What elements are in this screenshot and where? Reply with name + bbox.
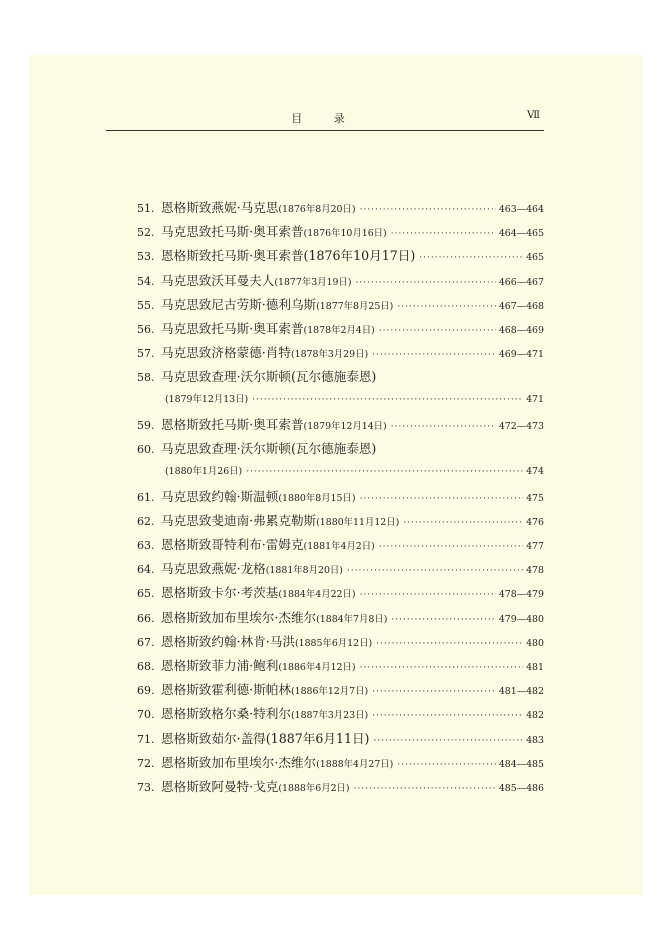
toc-entry — [137, 269, 544, 293]
dot-leader — [372, 705, 523, 725]
dot-leader — [419, 247, 523, 267]
dot-leader — [354, 778, 496, 798]
entry-title: 恩格斯致阿曼特·戈克 — [161, 778, 279, 794]
entry-date: (1877年3月19日) — [274, 276, 352, 288]
entry-pages: 468—469 — [498, 324, 544, 336]
toc-entry — [137, 775, 544, 799]
entry-pages: 465 — [526, 252, 544, 264]
entry-date: (1880年8月15日) — [278, 492, 356, 504]
table-of-contents — [137, 196, 544, 799]
dot-leader — [379, 320, 496, 340]
entry-title: 恩格斯致约翰·林肯·马洪 — [161, 633, 295, 649]
toc-entry — [137, 606, 544, 630]
dot-leader — [347, 560, 523, 580]
entry-pages: 476 — [526, 516, 544, 528]
entry-number: 73. — [137, 780, 155, 794]
entry-number: 62. — [137, 514, 155, 528]
entry-date: (1884年7月8日) — [316, 613, 388, 625]
dot-leader — [391, 223, 496, 243]
toc-entry — [137, 509, 544, 533]
dot-leader — [391, 609, 495, 629]
entry-number: 54. — [137, 274, 155, 288]
entry-title: 恩格斯致加布里埃尔·杰维尔 — [161, 609, 317, 625]
entry-title: 恩格斯致燕妮·马克思 — [161, 200, 279, 215]
entry-title: 恩格斯致茹尔·盖得 — [161, 730, 266, 746]
toc-entry — [137, 581, 544, 605]
entry-date: (1881年8月20日) — [265, 565, 343, 577]
dot-leader — [360, 199, 496, 219]
entry-date: (1876年8月20日) — [278, 204, 356, 215]
entry-number: 66. — [137, 611, 155, 625]
entry-date: (1884年4月22日) — [278, 589, 356, 601]
entry-number: 58. — [137, 371, 155, 385]
entry-number: 68. — [137, 660, 155, 673]
entry-title: 马克思致查理·沃尔斯顿(瓦尔德施泰恩) — [161, 369, 377, 385]
entry-title: 马克思致约翰·斯温顿 — [161, 488, 279, 504]
entry-title: 马克思致济格蒙德·肖特 — [161, 345, 291, 361]
dot-leader — [397, 296, 495, 316]
entry-title: 恩格斯致卡尔·考茨基 — [161, 585, 279, 601]
entry-pages: 466—467 — [498, 276, 544, 288]
entry-number: 63. — [137, 539, 155, 553]
entry-date: (1887年3月23日) — [290, 710, 369, 722]
entry-date: (1879年12月13日) — [165, 394, 249, 406]
entry-date: (1881年4月2日) — [303, 541, 375, 553]
entry-pages: 475 — [526, 492, 544, 504]
toc-entry — [137, 702, 544, 726]
entry-pages: 481—482 — [498, 686, 544, 698]
entry-date: (1876年10月16日) — [303, 228, 387, 240]
entry-title: 恩格斯致加布里埃尔·杰维尔 — [161, 754, 317, 770]
entry-pages: 483 — [526, 734, 544, 746]
entry-pages: 471 — [526, 394, 544, 406]
dot-leader — [252, 389, 523, 411]
entry-pages: 472—473 — [498, 420, 544, 432]
entry-pages: 467—468 — [498, 300, 544, 312]
dot-leader — [372, 344, 496, 364]
toc-entry — [137, 485, 544, 509]
entry-number: 51. — [137, 202, 155, 215]
entry-number: 69. — [137, 684, 155, 698]
entry-pages: 464—465 — [498, 228, 544, 240]
entry-number: 64. — [137, 563, 155, 577]
entry-date: (1878年2月4日) — [303, 324, 375, 336]
entry-date: (1879年12月14日) — [303, 420, 387, 432]
toc-entry — [137, 317, 544, 341]
dot-leader — [356, 272, 496, 292]
dot-leader — [379, 536, 523, 556]
entry-date: (1886年4月12日) — [278, 662, 356, 673]
entry-pages: 478—479 — [498, 589, 544, 601]
entry-title: 恩格斯致霍利德·斯帕林 — [161, 682, 291, 698]
dot-leader — [403, 512, 523, 532]
toc-entry — [137, 437, 544, 485]
entry-pages: 469—471 — [498, 349, 544, 361]
entry-pages: 484—485 — [498, 758, 544, 770]
entry-title: 恩格斯致菲力浦·鲍利 — [161, 658, 279, 673]
dot-leader — [391, 416, 496, 436]
entry-title: 恩格斯致哥特利布·雷姆克 — [161, 537, 304, 553]
entry-number: 72. — [137, 756, 155, 770]
entry-title: 马克思致托马斯·奥耳索普 — [161, 224, 304, 240]
entry-title: 马克思致尼古劳斯·德利乌斯 — [161, 296, 317, 312]
toc-entry — [137, 413, 544, 437]
entry-pages: 478 — [526, 565, 544, 577]
entry-date: (1880年11月12日) — [316, 516, 400, 528]
entry-pages: 479—480 — [498, 613, 544, 625]
dot-leader — [360, 584, 496, 604]
toc-entry — [137, 293, 544, 317]
entry-number: 65. — [137, 587, 155, 601]
entry-date: (1887年6月11日) — [265, 730, 370, 746]
entry-number: 56. — [137, 322, 155, 336]
entry-title: 马克思致托马斯·奥耳索普 — [161, 320, 304, 336]
entry-number: 59. — [137, 418, 155, 432]
entry-pages: 463—464 — [498, 204, 544, 215]
toc-entry — [137, 630, 544, 654]
entry-pages: 474 — [526, 466, 544, 478]
toc-entry — [137, 654, 544, 678]
entry-date: (1888年4月27日) — [316, 758, 394, 770]
dot-leader — [376, 633, 523, 653]
entry-number: 57. — [137, 347, 155, 361]
entry-number: 71. — [137, 732, 155, 746]
entry-date: (1885年6月12日) — [294, 637, 373, 649]
header-title: 目 录 — [291, 112, 359, 125]
entry-pages: 480 — [526, 637, 544, 649]
toc-entry — [137, 533, 544, 557]
entry-number: 61. — [137, 490, 155, 504]
toc-entry — [137, 727, 544, 751]
entry-date: (1878年3月29日) — [290, 349, 369, 361]
toc-entry — [137, 244, 544, 268]
toc-entry — [137, 341, 544, 365]
entry-pages: 482 — [526, 710, 544, 722]
entry-date: (1877年8月25日) — [316, 300, 394, 312]
dot-leader — [360, 657, 524, 677]
dot-leader — [360, 488, 524, 508]
dot-leader — [397, 754, 495, 774]
entry-date: (1880年1月26日) — [165, 466, 243, 478]
entry-number: 55. — [137, 298, 155, 312]
running-header — [106, 108, 544, 131]
entry-number: 70. — [137, 708, 155, 722]
entry-pages: 477 — [526, 541, 544, 553]
dot-leader — [246, 461, 523, 483]
entry-title: 恩格斯致格尔桑·特利尔 — [161, 706, 291, 722]
toc-entry — [137, 365, 544, 413]
toc-entry — [137, 220, 544, 244]
header-page-number: Ⅶ — [527, 110, 540, 121]
entry-pages: 485—486 — [498, 782, 544, 794]
toc-entry — [137, 678, 544, 702]
dot-leader — [372, 681, 496, 701]
toc-entry — [137, 751, 544, 775]
entry-title: 恩格斯致托马斯·奥耳索普 — [161, 416, 304, 432]
entry-pages: 481 — [526, 662, 544, 673]
entry-title: 马克思致查理·沃尔斯顿(瓦尔德施泰恩) — [161, 441, 377, 457]
entry-title: 恩格斯致托马斯·奥耳索普 — [161, 248, 304, 264]
entry-title: 马克思致燕妮·龙格 — [161, 561, 266, 577]
entry-title: 马克思致斐迪南·弗累克勒斯 — [161, 512, 317, 528]
entry-number: 53. — [137, 250, 155, 264]
entry-date: (1888年6月2日) — [278, 782, 350, 794]
entry-date: (1876年10月17日) — [303, 248, 416, 264]
toc-entry — [137, 557, 544, 581]
toc-entry — [137, 196, 544, 220]
entry-number: 52. — [137, 226, 155, 240]
entry-number: 67. — [137, 635, 155, 649]
dot-leader — [373, 730, 523, 750]
entry-number: 60. — [137, 443, 155, 457]
entry-title: 马克思致沃耳曼夫人 — [161, 272, 275, 288]
entry-date: (1886年12月7日) — [290, 686, 369, 698]
